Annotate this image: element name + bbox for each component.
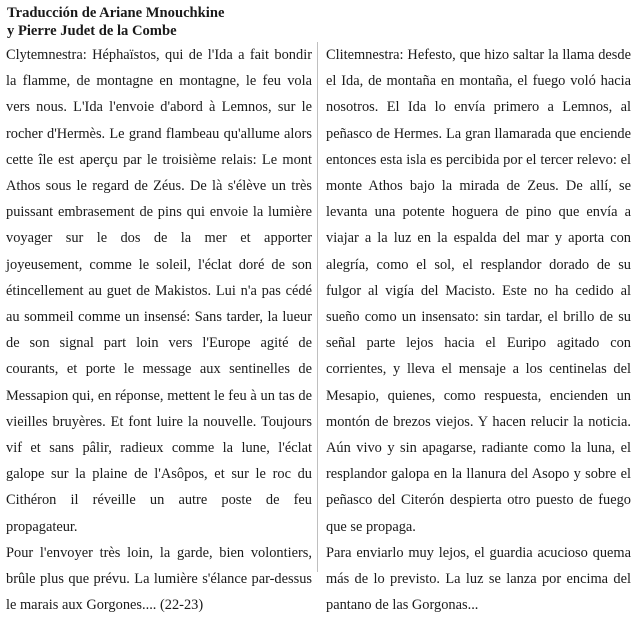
french-paragraph-2: Pour l'envoyer très loin, la garde, bien volontiers, brûle plus que prévu. La lumière s'élance par-dessus le marais aux Gorgones.... (22-23) bbox=[6, 544, 312, 614]
column-divider bbox=[317, 42, 318, 572]
title-line-1: Traducción de Ariane Mnouchkine bbox=[7, 5, 225, 21]
spanish-paragraph-2: Para enviarlo muy lejos, el guardia acucioso quema más de lo previsto. La luz se lanza por encima del pantano de las Gorgonas... bbox=[326, 544, 631, 614]
french-paragraph-1: Clytemnestra: Héphaïstos, qui de l'Ida a fait bondir la flamme, de montagne en montagne, le feu vola vers nous. L'Ida l'envoie d'abord à Lemnos, sur le rocher d'Hermès. Le grand flambeau qu'allume alors cette île est aperçu par le troisième relais: Le mont Athos sous le regard de Zéus. De là s'élève un très puissant embrasement de pins qui envoie la lumière voyager sur le dos de la mer et apporter joyeusement, comme le soleil, l'éclat doré de son étincellement au guet de Makistos. Lui n'a pas cédé au sommeil comme un insensé: Sans tarder, la lueur de son signal part loin vers l'Europe agité de courants, et porte le message aux sentinelles de Messapion qui, en réponse, mettent le feu à un tas de vieilles bruyères. Et font luire la nouvelle. Toujours vif et sans pâlir, radieux comme la lune, l'éclat galope sur la plaine de l'Asôpos, et sur le roc du Cithéron il réveille un autre poste de feu propagateur. bbox=[6, 47, 312, 535]
french-column bbox=[6, 42, 312, 618]
title-line-2: y Pierre Judet de la Combe bbox=[7, 23, 177, 39]
page-title bbox=[7, 4, 224, 40]
spanish-column bbox=[326, 42, 631, 618]
spanish-paragraph-1: Clitemnestra: Hefesto, que hizo saltar la llama desde el Ida, de montaña en montaña, el fuego voló hacia nosotros. El Ida lo envía primero a Lemnos, al peñasco de Hermes. La gran llamarada que enciende entonces esta isla es percibida por el tercer relevo: el monte Athos bajo la mirada de Zeus. De allí, se levanta una potente hoguera de pino que envía a viajar a la luz en la espalda del mar y aporta con alegría, como el sol, el resplandor dorado de su fulgor al vigía del Macisto. Este no ha cedido al sueño como un insensato: sin tardar, el brillo de su señal parte lejos hacia el Euripo agitado con corrientes, y lleva el mensaje a los centinelas del Mesapio, quienes, como respuesta, encienden un montón de brezos viejos. Y hacen relucir la noticia. Aún vivo y sin apagarse, radiante como la luna, el resplandor galopa en la llanura del Asopo y sobre el peñasco del Citerón despierta otro puesto de fuego que se propaga. bbox=[326, 47, 631, 535]
